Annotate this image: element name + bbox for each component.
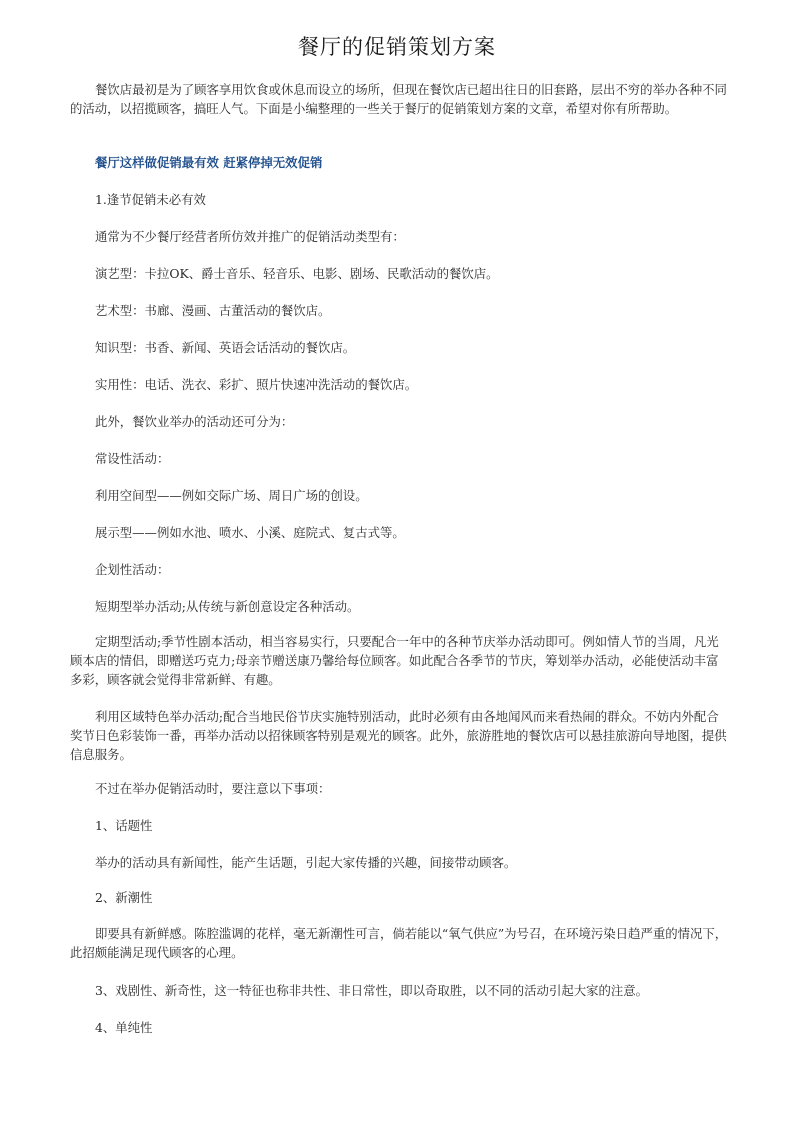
paragraph: 1、话题性 xyxy=(95,818,153,833)
paragraph: 短期型举办活动;从传统与新创意设定各种活动。 xyxy=(95,599,360,614)
paragraph: 3、戏剧性、新奇性，这一特征也称非共性、非日常性，即以奇取胜，以不同的活动引起大家的注意。 xyxy=(95,983,649,998)
paragraph: 利用空间型——例如交际广场、周日广场的创设。 xyxy=(95,488,368,503)
paragraph: 知识型：书香、新闻、英语会话活动的餐饮店。 xyxy=(95,340,356,355)
paragraph: 4、单纯性 xyxy=(95,1020,153,1035)
paragraph: 展示型——例如水池、喷水、小溪、庭院式、复古式等。 xyxy=(95,525,405,540)
paragraph: 即要具有新鲜感。陈腔滥调的花样，毫无新潮性可言，倘若能以“氧气供应”为号召，在环境污染日趋严重的情况下，此招颇能满足现代顾客的心理。 xyxy=(70,926,728,960)
paragraph: 2、新潮性 xyxy=(95,890,153,905)
paragraph: 艺术型：书廊、漫画、古董活动的餐饮店。 xyxy=(95,303,331,318)
paragraph: 1.逢节促销未必有效 xyxy=(95,192,206,207)
section-subheading: 餐厅这样做促销最有效 赶紧停掉无效促销 xyxy=(95,155,323,170)
paragraph: 定期型活动;季节性剧本活动，相当容易实行，只要配合一年中的各种节庆举办活动即可。例如情人节的当周，凡光顾本店的情侣，即赠送巧克力;母亲节赠送康乃馨给每位顾客。如此配合各季节的节庆，筹划举办活动，必能使活动丰富多彩，顾客就会觉得非常新鲜、有趣。 xyxy=(70,634,719,687)
intro-paragraph: 餐饮店最初是为了顾客享用饮食或休息而设立的场所，但现在餐饮店已超出往日的旧套路，层出不穷的举办各种不同的活动，以招揽顾客，搞旺人气。下面是小编整理的一些关于餐厅的促销策划方案的文章，希望对你有所帮助。 xyxy=(70,82,727,116)
paragraph: 通常为不少餐厅经营者所仿效并推广的促销活动类型有： xyxy=(95,229,405,244)
paragraph: 常设性活动： xyxy=(95,451,170,466)
paragraph: 演艺型：卡拉OK、爵士音乐、轻音乐、电影、剧场、民歌活动的餐饮店。 xyxy=(95,266,499,281)
paragraph: 实用性：电话、洗衣、彩扩、照片快速冲洗活动的餐饮店。 xyxy=(95,377,418,392)
paragraph: 利用区域特色举办活动;配合当地民俗节庆实施特别活动，此时必须有由各地闻风而来看热闹的群众。不妨内外配合奖节日色彩装饰一番，再举办活动以招徕顾客特别是观光的顾客。此外，旅游胜地的餐饮店可以悬挂旅游向导地图，提供信息服务。 xyxy=(70,709,727,762)
paragraph: 不过在举办促销活动时，要注意以下事项： xyxy=(95,781,331,796)
paragraph: 举办的活动具有新闻性，能产生话题，引起大家传播的兴趣，间接带动顾客。 xyxy=(95,855,517,870)
paragraph: 此外，餐饮业举办的活动还可分为： xyxy=(95,414,294,429)
paragraph: 企划性活动： xyxy=(95,562,170,577)
page-title: 餐厅的促销策划方案 xyxy=(298,35,496,59)
